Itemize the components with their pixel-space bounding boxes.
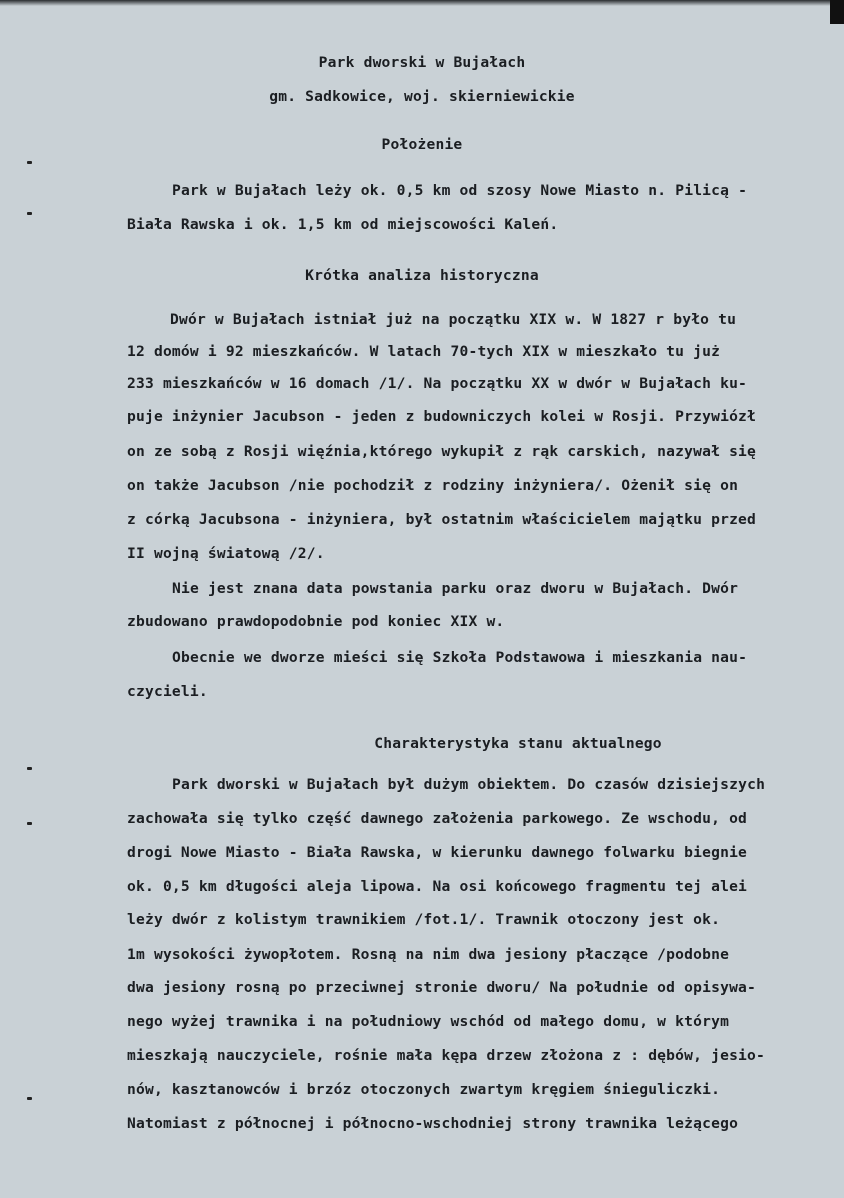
text-line: ok. 0,5 km długości aleja lipowa. Na osi końcowego fragmentu tej alei bbox=[127, 878, 748, 895]
text-line: Dwór w Bujałach istniał już na początku XIX w. W 1827 r było tu bbox=[170, 311, 737, 328]
section-heading-location: Położenie bbox=[381, 136, 463, 153]
text-line: mieszkają nauczyciele, rośnie mała kępa drzew złożona z : dębów, jesio- bbox=[127, 1047, 766, 1064]
margin-mark bbox=[27, 767, 32, 770]
text-line: 12 domów i 92 mieszkańców. W latach 70-tych XIX w mieszkało tu już bbox=[127, 343, 721, 360]
text-line: nów, kasztanowców i brzóz otoczonych zwartym kręgiem śnieguliczki. bbox=[127, 1081, 721, 1098]
text-line: Biała Rawska i ok. 1,5 km od miejscowości Kaleń. bbox=[127, 216, 559, 233]
text-line: Nie jest znana data powstania parku oraz dworu w Bujałach. Dwór bbox=[172, 580, 739, 597]
scan-edge bbox=[0, 0, 844, 6]
text-line: on ze sobą z Rosji więźnia,którego wykupił z rąk carskich, nazywał się bbox=[127, 443, 757, 460]
margin-mark bbox=[27, 212, 32, 215]
text-line: puje inżynier Jacubson - jeden z budowniczych kolei w Rosji. Przywiózł bbox=[127, 408, 757, 425]
margin-mark bbox=[27, 822, 32, 825]
text-line: 233 mieszkańców w 16 domach /1/. Na początku XX w dwór w Bujałach ku- bbox=[127, 375, 748, 392]
text-line: on także Jacubson /nie pochodził z rodziny inżyniera/. Ożenił się on bbox=[127, 477, 739, 494]
text-line: zachowała się tylko część dawnego założenia parkowego. Ze wschodu, od bbox=[127, 810, 748, 827]
text-line: Park dworski w Bujałach był dużym obiektem. Do czasów dzisiejszych bbox=[172, 776, 766, 793]
text-line: drogi Nowe Miasto - Biała Rawska, w kierunku dawnego folwarku biegnie bbox=[127, 844, 748, 861]
text-line: Natomiast z północnej i północno-wschodniej strony trawnika leżącego bbox=[127, 1115, 739, 1132]
text-line: 1m wysokości żywopłotem. Rosną na nim dwa jesiony płaczące /podobne bbox=[127, 946, 730, 963]
text-line: zbudowano prawdopodobnie pod koniec XIX w. bbox=[127, 613, 505, 630]
margin-mark bbox=[27, 161, 32, 164]
section-heading-condition: Charakterystyka stanu aktualnego bbox=[374, 735, 662, 752]
text-line: leży dwór z kolistym trawnikiem /fot.1/. Trawnik otoczony jest ok. bbox=[127, 911, 721, 928]
document-title: Park dworski w Bujałach bbox=[318, 54, 526, 71]
scan-corner bbox=[830, 0, 844, 24]
text-line: z córką Jacubsona - inżyniera, był ostatnim właścicielem majątku przed bbox=[127, 511, 757, 528]
text-line: Park w Bujałach leży ok. 0,5 km od szosy Nowe Miasto n. Pilicą - bbox=[172, 182, 748, 199]
document-subtitle: gm. Sadkowice, woj. skierniewickie bbox=[269, 88, 575, 105]
text-line: nego wyżej trawnika i na południowy wschód od małego domu, w którym bbox=[127, 1013, 730, 1030]
text-line: czycieli. bbox=[127, 683, 208, 700]
section-heading-history: Krótka analiza historyczna bbox=[305, 267, 539, 284]
text-line: Obecnie we dworze mieści się Szkoła Podstawowa i mieszkania nau- bbox=[172, 649, 748, 666]
text-line: dwa jesiony rosną po przeciwnej stronie dworu/ Na południe od opisywa- bbox=[127, 979, 757, 996]
text-line: II wojną światową /2/. bbox=[127, 545, 325, 562]
margin-mark bbox=[27, 1097, 32, 1100]
